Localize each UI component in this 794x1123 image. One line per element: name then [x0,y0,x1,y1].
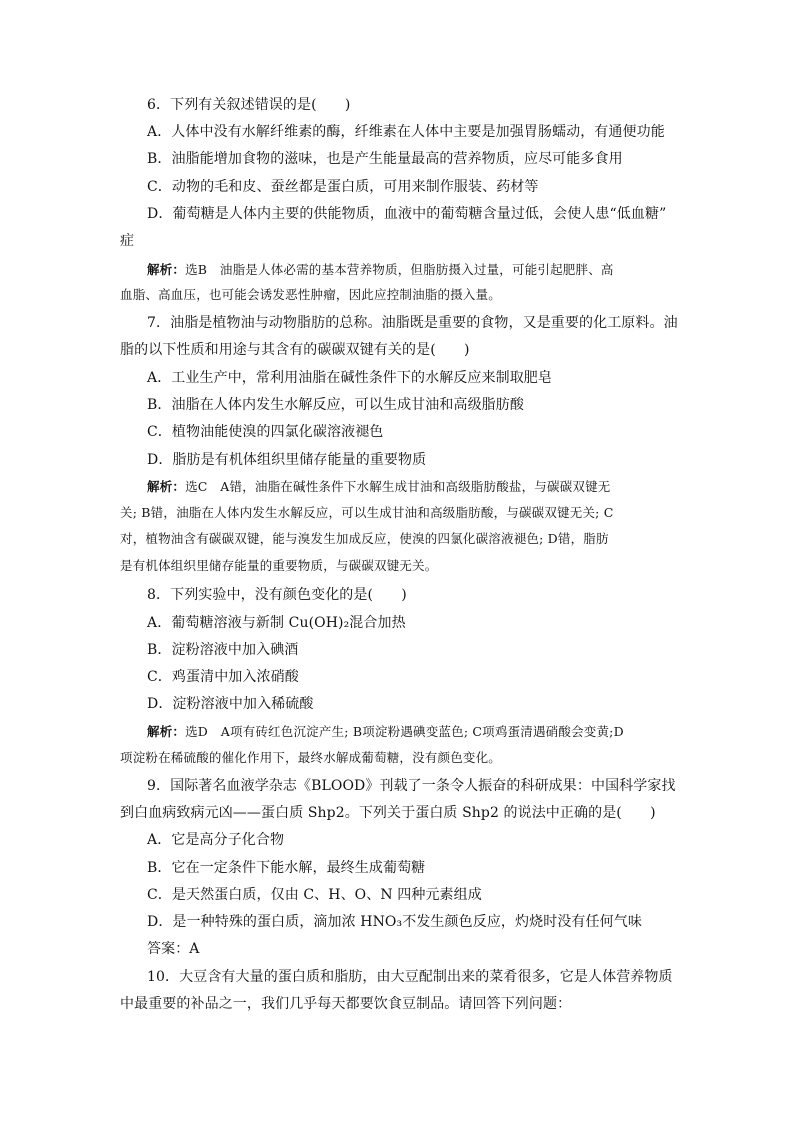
question-9-option-c: C．是天然蛋白质，仅由 C、H、O、N 四种元素组成 [147,887,482,903]
question-9-stem-line-1: 9．国际著名血液学杂志《BLOOD》刊载了一条令人振奋的科研成果：中国科学家找 [147,778,676,794]
question-6-analysis-line-1 [147,260,614,280]
question-8-analysis-line-2: 项淀粉在稀硫酸的催化作用下，最终水解成葡萄糖，没有颜色变化。 [120,750,502,765]
question-8-option-a: A．葡萄糖溶液与新制 Cu(OH)₂混合加热 [147,615,406,631]
analysis-label: 解析： [147,479,186,494]
question-8-option-d: D．淀粉溶液中加入稀硫酸 [147,696,314,712]
analysis-text: 选B 油脂是人体必需的基本营养物质，但脂肪摄入过量，可能引起肥胖、高 [185,262,614,277]
question-9-option-d: D．是一种特殊的蛋白质，滴加浓 HNO₃不发生颜色反应，灼烧时没有任何气味 [147,914,642,930]
question-6-stem: 6．下列有关叙述错误的是( ) [147,97,351,113]
question-10-stem-line-1: 10．大豆含有大量的蛋白质和脂肪，由大豆配制出来的菜肴很多，它是人体营养物质 [147,969,673,985]
question-9-option-a: A．它是高分子化合物 [147,832,285,848]
question-6-option-b: B．油脂能增加食物的滋味，也是产生能量最高的营养物质，应尽可能多食用 [147,151,623,167]
question-8-option-b: B．淀粉溶液中加入碘酒 [147,642,299,658]
question-10-stem-line-2: 中最重要的补品之一，我们几乎每天都要饮食豆制品。请回答下列问题： [120,996,572,1012]
question-9-option-b: B．它在一定条件下能水解，最终生成葡萄糖 [147,860,426,876]
question-7-analysis-line-1 [147,477,611,497]
question-7-analysis-line-3: 对，植物油含有碳碳双键，能与溴发生加成反应，使溴的四氯化碳溶液褪色; D错，脂肪 [120,531,609,546]
analysis-text: 选C A错，油脂在碱性条件下水解生成甘油和高级脂肪酸盐，与碳碳双键无 [185,479,611,494]
question-7-analysis-line-4: 是有机体组织里储存能量的重要物质，与碳碳双键无关。 [120,558,438,573]
question-6-option-d: D．葡萄糖是人体内主要的供能物质，血液中的葡萄糖含量过低，会使人患“低血糖” [147,206,667,222]
question-6-option-a: A．人体中没有水解纤维素的酶，纤维素在人体中主要是加强胃肠蠕动，有通便功能 [147,124,665,140]
question-8-stem: 8．下列实验中，没有颜色变化的是( ) [147,587,407,603]
analysis-label: 解析： [147,724,186,739]
question-7-stem-line-1: 7．油脂是植物油与动物脂肪的总称。油脂既是重要的食物，又是重要的化工原料。油 [147,315,678,331]
question-7-stem-line-2: 脂的以下性质和用途与其含有的碳碳双键有关的是( ) [120,342,470,358]
question-7-option-c: C．植物油能使溴的四氯化碳溶液褪色 [147,424,384,440]
question-6-option-d-cont: 症 [120,233,135,249]
question-7-option-a: A．工业生产中，常利用油脂在碱性条件下的水解反应来制取肥皂 [147,370,553,386]
question-6-analysis-line-2: 血脂、高血压，也可能会诱发恶性肿瘤，因此应控制油脂的摄入量。 [120,287,502,302]
question-7-analysis-line-2: 关; B错，油脂在人体内发生水解反应，可以生成甘油和高级脂肪酸，与碳碳双键无关; C [120,505,614,520]
question-6-option-c: C．动物的毛和皮、蚕丝都是蛋白质，可用来制作服装、药材等 [147,179,539,195]
question-8-analysis-line-1 [147,722,624,742]
question-7-option-b: B．油脂在人体内发生水解反应，可以生成甘油和高级脂肪酸 [147,397,524,413]
question-9-answer: 答案：A [147,941,200,957]
analysis-text: 选D A项有砖红色沉淀产生; B项淀粉遇碘变蓝色; C项鸡蛋清遇硝酸会变黄;D [185,724,624,739]
question-9-stem-line-2: 到白血病致病元凶——蛋白质 Shp2。下列关于蛋白质 Shp2 的说法中正确的是( ) [120,805,656,821]
question-7-option-d: D．脂肪是有机体组织里储存能量的重要物质 [147,452,427,468]
question-8-option-c: C．鸡蛋清中加入浓硝酸 [147,669,299,685]
analysis-label: 解析： [147,262,186,277]
